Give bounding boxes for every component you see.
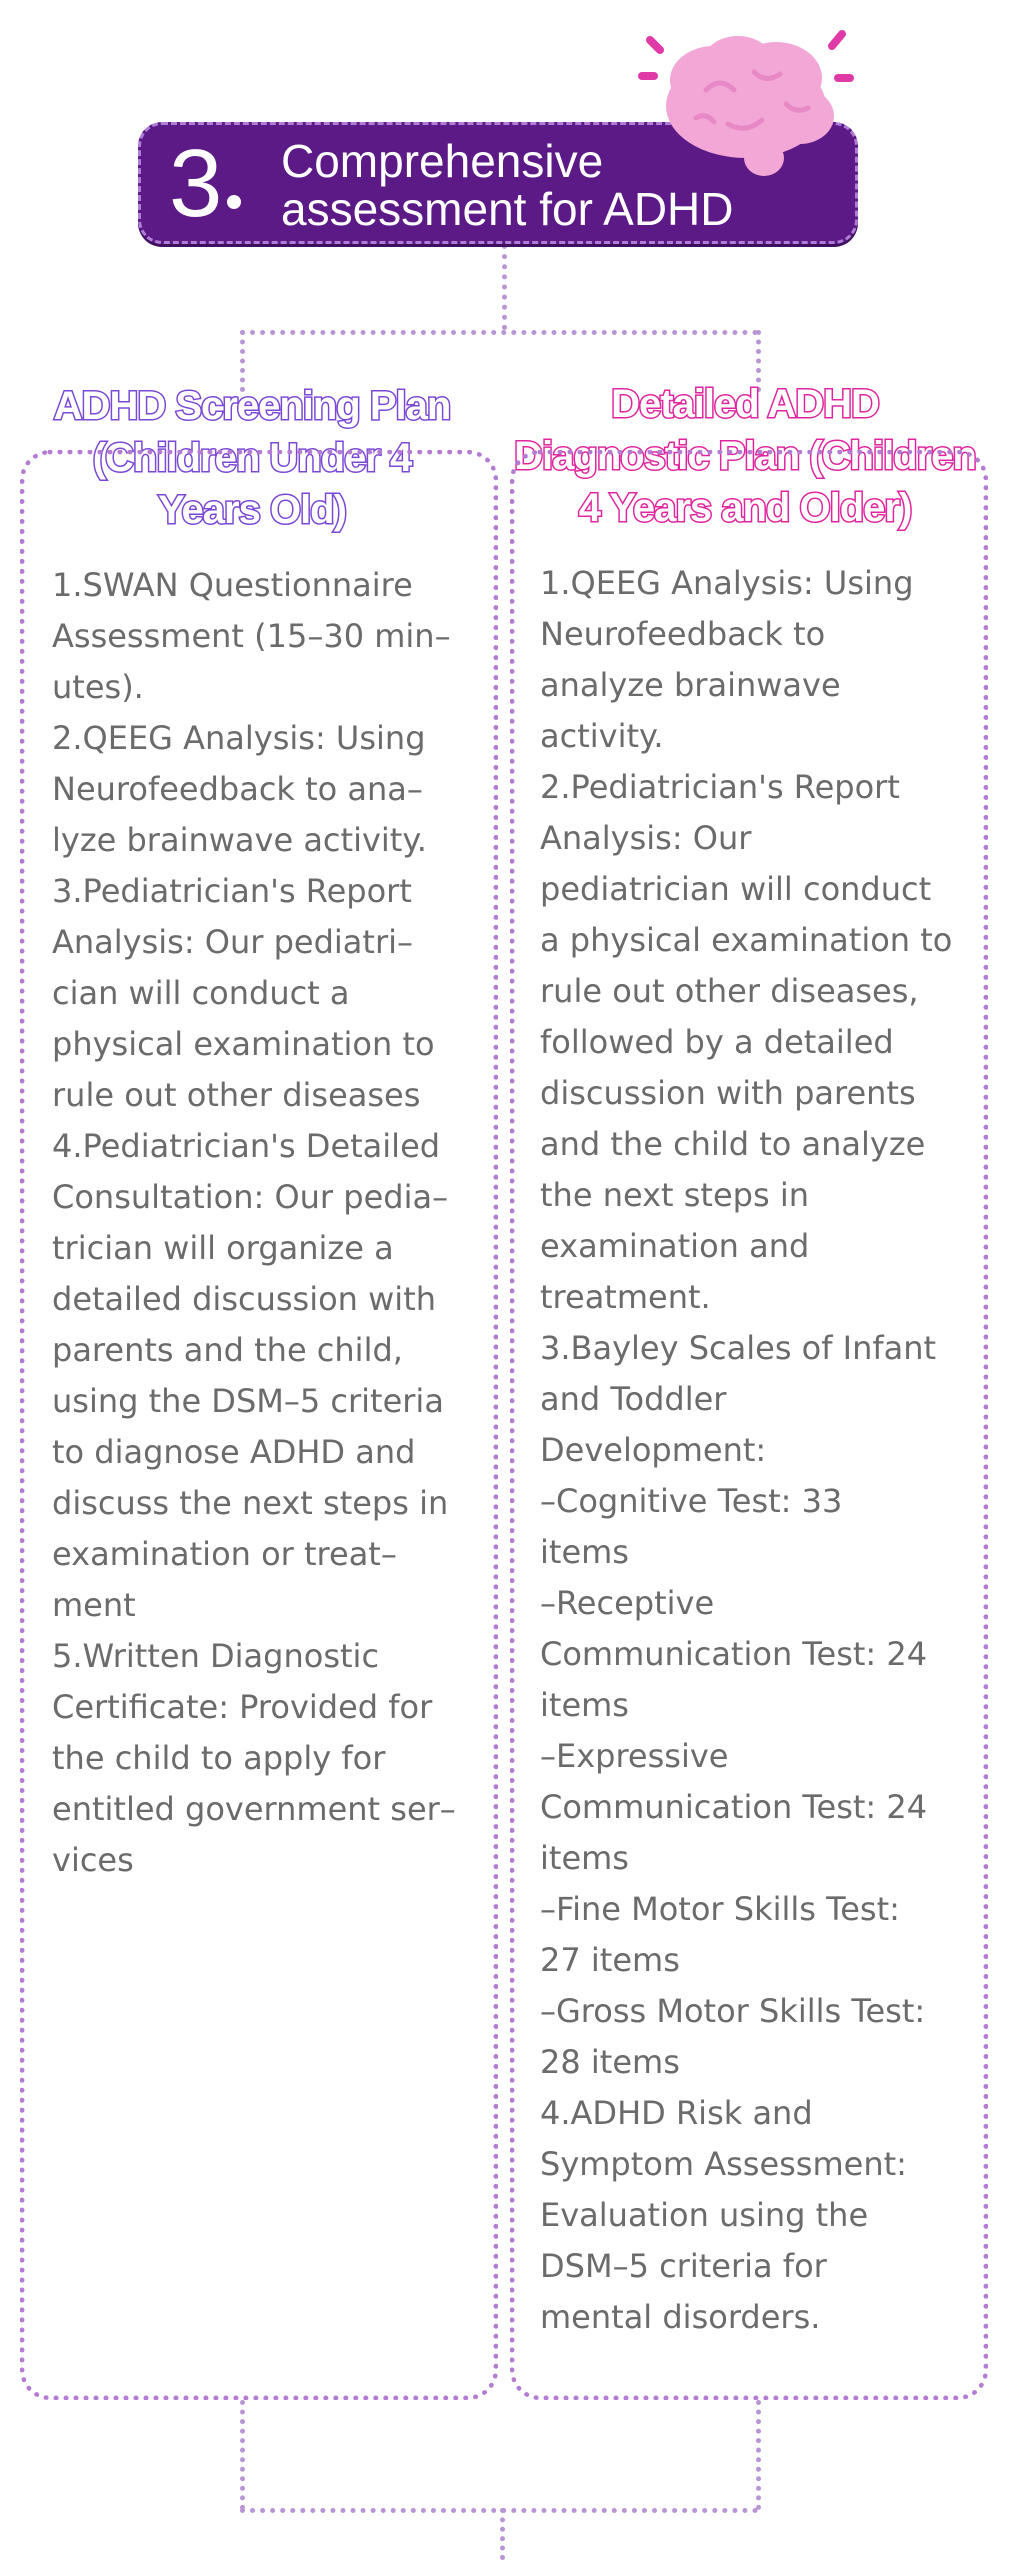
section-number-dot [227,195,241,209]
connector-top-bar [240,330,758,335]
connector-bottom [500,2508,505,2560]
screening-plan-title: ADHD Screening Plan (Children Under 4 Years Old) [53,384,451,532]
connector-bottom-bar [240,2508,758,2513]
connector-bottom-left [240,2400,245,2510]
screening-plan-details: 1.SWAN Questionnaire Assessment (15–30 min– utes). 2.QEEG Analysis: Using Neurofeedback to ana– lyze brainwave activity. 3.Pediatrician's Report Analysis: Our pediatri– cian will conduct a physical examination to rule out other diseases 4.Pediatrician's Detailed Consultation: Our pedia– trician will organize a detailed discussion with parents and the child, using the DSM–5 criteria to diagnose ADHD and discuss the next steps in examination or treat– ment 5.Written Diagnostic Certificate: Provided for the child to apply for entitled government ser– vices [52,566,456,1879]
connector-top [502,244,507,330]
brain-icon [636,20,856,180]
section-number: 3 [169,130,223,237]
diagnostic-plan-details: 1.QEEG Analysis: Using Neurofeedback to analyze brainwave activity. 2.Pediatrician's Report Analysis: Our pediatrician will conduct a physical examination to rule out other diseases, followed by a detailed discussion with parents and the child to analyze the next steps in examination and treatment. 3.Bayley Scales of Infant and Toddler Development: –Cognitive Test: 33 items –Receptive Communication Test: 24 items –Expressive Communication Test: 24 items –Fine Motor Skills Test: 27 items –Gross Motor Skills Test: 28 items 4.ADHD Risk and Symptom Assessment: Evaluation using the DSM–5 criteria for mental disorders. [540,564,953,2336]
diagnostic-plan-title: Detailed ADHD Diagnostic Plan (Children 4 Years and Older) [514,382,976,530]
section-title: Comprehensive assessment for ADHD [281,135,734,235]
connector-bottom-right [756,2400,761,2510]
